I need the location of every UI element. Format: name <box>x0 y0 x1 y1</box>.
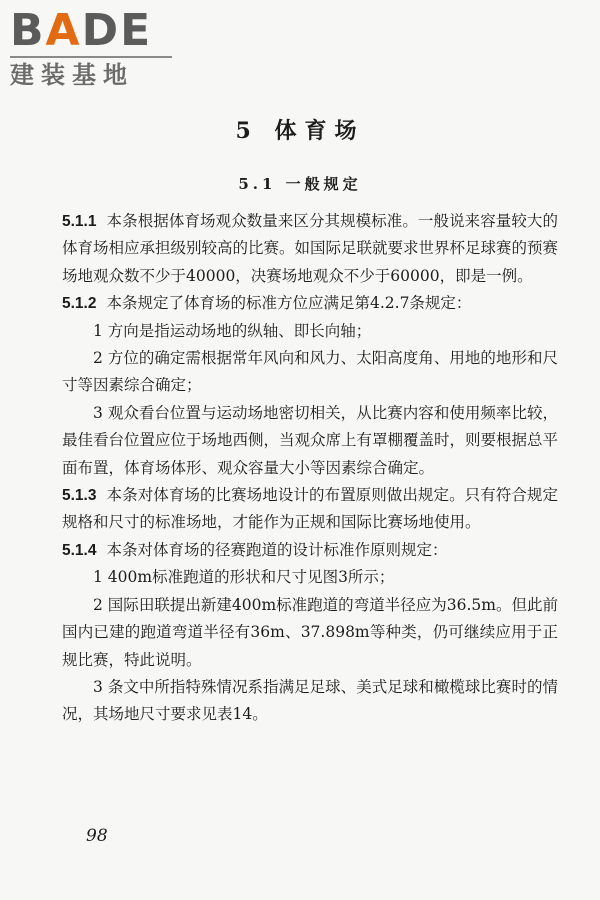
paragraph-text: 本条规定了体育场的标准方位应满足第4.2.7条规定： <box>106 294 472 313</box>
paragraph-5-1-2 <box>62 290 558 317</box>
list-item: 3 观众看台位置与运动场地密切相关，从比赛内容和使用频率比较，最佳看台位置应位于场地西侧，当观众席上有罩棚覆盖时，则要根据总平面布置，体育场体形、观众容量大小等因素综合确定。 <box>62 403 559 477</box>
logo-letter-a-accent: A <box>45 5 82 56</box>
list-item: 2 国际田联提出新建400m标准跑道的弯道半径应为36.5m。但此前国内已建的跑道弯道半径有36m、37.898m等种类，仍可继续应用于正规比赛，特此说明。 <box>62 595 558 669</box>
list-item: 2 方位的确定需根据常年风向和风力、太阳高度角、用地的地形和尺寸等因素综合确定； <box>62 349 558 395</box>
logo-letter-b: B <box>10 5 46 56</box>
clause-number: 5.1.4 <box>62 541 97 559</box>
paragraph-text: 本条根据体育场观众数量来区分其规模标准。一般说来容量较大的体育场相应承担级别较高的比赛。如国际足联就要求世界杯足球赛的预赛场地观众数不少于40000，决赛场地观众不少于60000，即是一例。 <box>62 212 559 285</box>
logo-subtitle: 建装基地 <box>10 61 134 89</box>
logo-wordmark <box>10 5 180 56</box>
clause-number: 5.1.1 <box>62 213 97 230</box>
list-item: 1 400m标准跑道的形状和尺寸见图3所示； <box>93 568 395 587</box>
list-item: 1 方向是指运动场地的纵轴、即长向轴； <box>93 321 372 340</box>
paragraph-text: 本条对体育场的比赛场地设计的布置原则做出规定。只有符合规定规格和尺寸的标准场地，才能作为正规和国际比赛场地使用。 <box>62 486 558 532</box>
section-title: 5.1 一般规定 <box>238 175 362 193</box>
paragraph-5-1-3 <box>62 482 558 537</box>
logo-divider <box>10 56 172 58</box>
page-number: 98 <box>86 826 108 846</box>
paragraph-5-1-1 <box>62 208 558 290</box>
chapter-title: 5 体育场 <box>235 118 365 144</box>
logo-letters-de: DE <box>81 5 153 56</box>
list-item: 3 条文中所指特殊情况系指满足足球、美式足球和橄榄球比赛时的情况，其场地尺寸要求见表14。 <box>62 677 558 724</box>
body-text <box>62 208 558 729</box>
clause-number: 5.1.3 <box>62 487 97 505</box>
paragraph-5-1-4 <box>62 537 558 564</box>
bade-logo <box>10 5 180 90</box>
paragraph-text: 本条对体育场的径赛跑道的设计标准作原则规定： <box>106 540 448 559</box>
clause-number: 5.1.2 <box>62 295 97 313</box>
